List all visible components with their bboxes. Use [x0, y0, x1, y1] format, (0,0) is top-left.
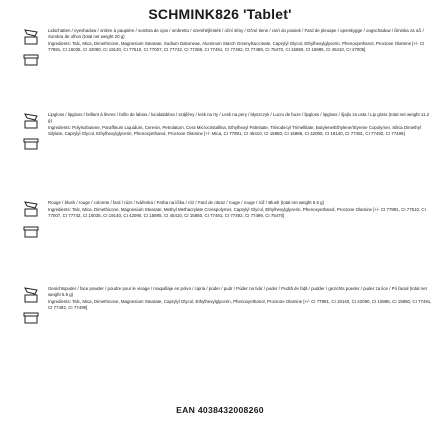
section-text [48, 200, 432, 220]
open-jar-period-after-opening-icon [22, 287, 40, 303]
product-section-face-powder [14, 286, 432, 324]
section-text [48, 286, 432, 312]
section-text [48, 112, 432, 138]
jar-icon [22, 226, 40, 238]
product-section-lipgloss [14, 112, 432, 150]
product-title: SCHMINK826 'Tablet' [148, 6, 292, 22]
ean-barcode-number: EAN 4038432008260 [176, 405, 264, 415]
product-description: Lidschatten / eyeshadow / ombre à paupière / sombra de ojos / ombretto / szemhéjfesték / oční stíny / Očné tiene / cień do powiek / Fard de pleoape / ojenskygge / oogschaduw / ßminka za oči / Sombra de olhos (total net weight 20 g) [48, 28, 424, 39]
section-text [48, 28, 432, 54]
ingredients-list: Ingredients: Talc, Mica, Dimethicone, Magnesium Stearate, Methyl Methacrylate Crosspolymer, Caprylyl Glycol, Ethylhexylglycerin, Phenoxyethanol, Proctone Olamine [+/- CI 77891, CI 77510, CI 77007, CI 77742, CI 16035, CI 19140, CI 42090, CI 15985, CI 45410, CI 15850, CI 77491, CI 77492, CI 77499, CI 75470] [48, 207, 426, 218]
product-section-eyeshadow [14, 28, 432, 66]
product-description: Gesichtspuder / face powder / poudre pour le visage / maquillaje en polvo / cipria / púder / pudr / Púder na tvár / puder / Pudră de față / pudder / gezichts poeder / puder za lice / Pó facial (total net weight 5.6 g) [48, 286, 427, 297]
ingredients-list: Ingredients: Polyisobutene, Paraffinum Liquidum, Ceresin, Petrolatum, Cera Microcristallina, Ethylhexyl Palmitate, Triisodecyl Trimellitate, Butylene/Ethylene/Styrene Copolymer, Silica Dimethyl Silylate, Caprylyl Glycol, Ethylhexylglycerin, Phenoxyethanol, Proctone Olamine [+/- Mica, CI 77891, CI 45410, CI 15850, CI 15985, CI 42090, CI 19140, CI 77491, CI 77492, CI 77499] [48, 125, 422, 136]
product-description: Lipgloss / lipgloss / brillant à lèvres / brillo de labios / lucidalabbra / szájfény / lesk na rty / Lesk na pery / błyszczyk / Lucru de buze / lipgloss / lipgloss / šjajlo za usta / Lip gloss (total net weight 11.2 g) [48, 112, 430, 123]
open-jar-period-after-opening-icon [22, 113, 40, 129]
symbol-column [14, 28, 48, 66]
ingredients-list: Ingredients: Talc, Mica, Dimethicone, Magnesium Stearate, Caprylyl Glycol, Ethylhexylglycerin, Phenoxyethanol, Proctone Olamine [+/- CI 77891, CI 19140, CI 42090, CI 15985, CI 15850, CI 77491, CI 77492, CI 77499] [48, 299, 432, 310]
open-jar-period-after-opening-icon [22, 29, 40, 45]
symbol-column [14, 112, 48, 150]
jar-icon [22, 138, 40, 150]
product-section-blush [14, 200, 432, 238]
jar-icon [22, 54, 40, 66]
jar-icon [22, 312, 40, 324]
symbol-column [14, 200, 48, 238]
product-description: Rouge / blush / rouge / colorete / fard / rúzs / tvářenka / Farba na líčka / róż / Fard de obraz / rouge / rouge / rúž / Blush (total net weight 5.6 g) [48, 200, 325, 205]
symbol-column [14, 286, 48, 324]
open-jar-period-after-opening-icon [22, 201, 40, 217]
ingredients-list: Ingredients: Talc, Mica, Dimethicone, Magnesium Stearate, Sodium Dalomeae, Aluminum Starch Octenylsuccinate, Caprylyl Glycol, Ethylhexylglycerin, Phenoxyethanol, Proctone Olamine [+/- CI 77891, CI 16035, CI 42090, CI 19140, CI 77510, CI 77007, CI 77742, CI 77288, CI 77491, CI 77492, CI 77499, CI 75470, CI 15850, CI 15985, CI 45410, CI 47005] [48, 41, 425, 52]
